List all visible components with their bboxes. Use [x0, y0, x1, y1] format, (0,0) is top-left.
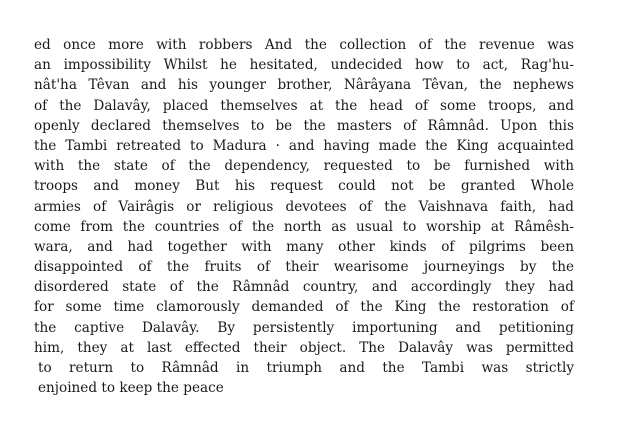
text-line: openly declared themselves to be the masters of Râmnâd. Upon this [34, 117, 574, 134]
text-line: the captive Dalavây. By persistently importuning and petitioning [34, 319, 574, 336]
text-line: enjoined to keep the peace [38, 380, 224, 397]
text-line: come from the countries of the north as usual to worship at Râmêsh- [34, 218, 574, 235]
text-line: an impossibility Whilst he hesitated, undecided how to act, Rag'hu- [34, 57, 574, 74]
text-line: disordered state of the Râmnâd country, and accordingly they had [34, 279, 574, 296]
text-line: wara, and had together with many other kinds of pilgrims been [34, 238, 574, 255]
text-line: the Tambi retreated to Madura · and having made the King acquainted [34, 137, 574, 154]
text-line: disappointed of the fruits of their wearisome journeyings by the [34, 259, 574, 276]
text-line: with the state of the dependency, requested to be furnished with [34, 158, 574, 175]
text-line: to return to Râmnâd in triumph and the Tambi was strictly [38, 360, 574, 376]
body-text [34, 35, 574, 398]
text-line: nât'ha Têvan and his younger brother, Nârâyana Têvan, the nephews [34, 77, 574, 94]
text-line: troops and money But his request could not be granted Whole [34, 178, 574, 195]
text-line: ed once more with robbers And the collection of the revenue was [34, 37, 574, 53]
text-line: him, they at last effected their object. The Dalavây was permitted [34, 339, 574, 356]
text-line: for some time clamorously demanded of the King the restoration of [34, 299, 574, 316]
text-line: armies of Vairâgis or religious devotees of the Vaishnava faith, had [34, 198, 574, 215]
text-line: of the Dalavây, placed themselves at the head of some troops, and [34, 97, 574, 114]
